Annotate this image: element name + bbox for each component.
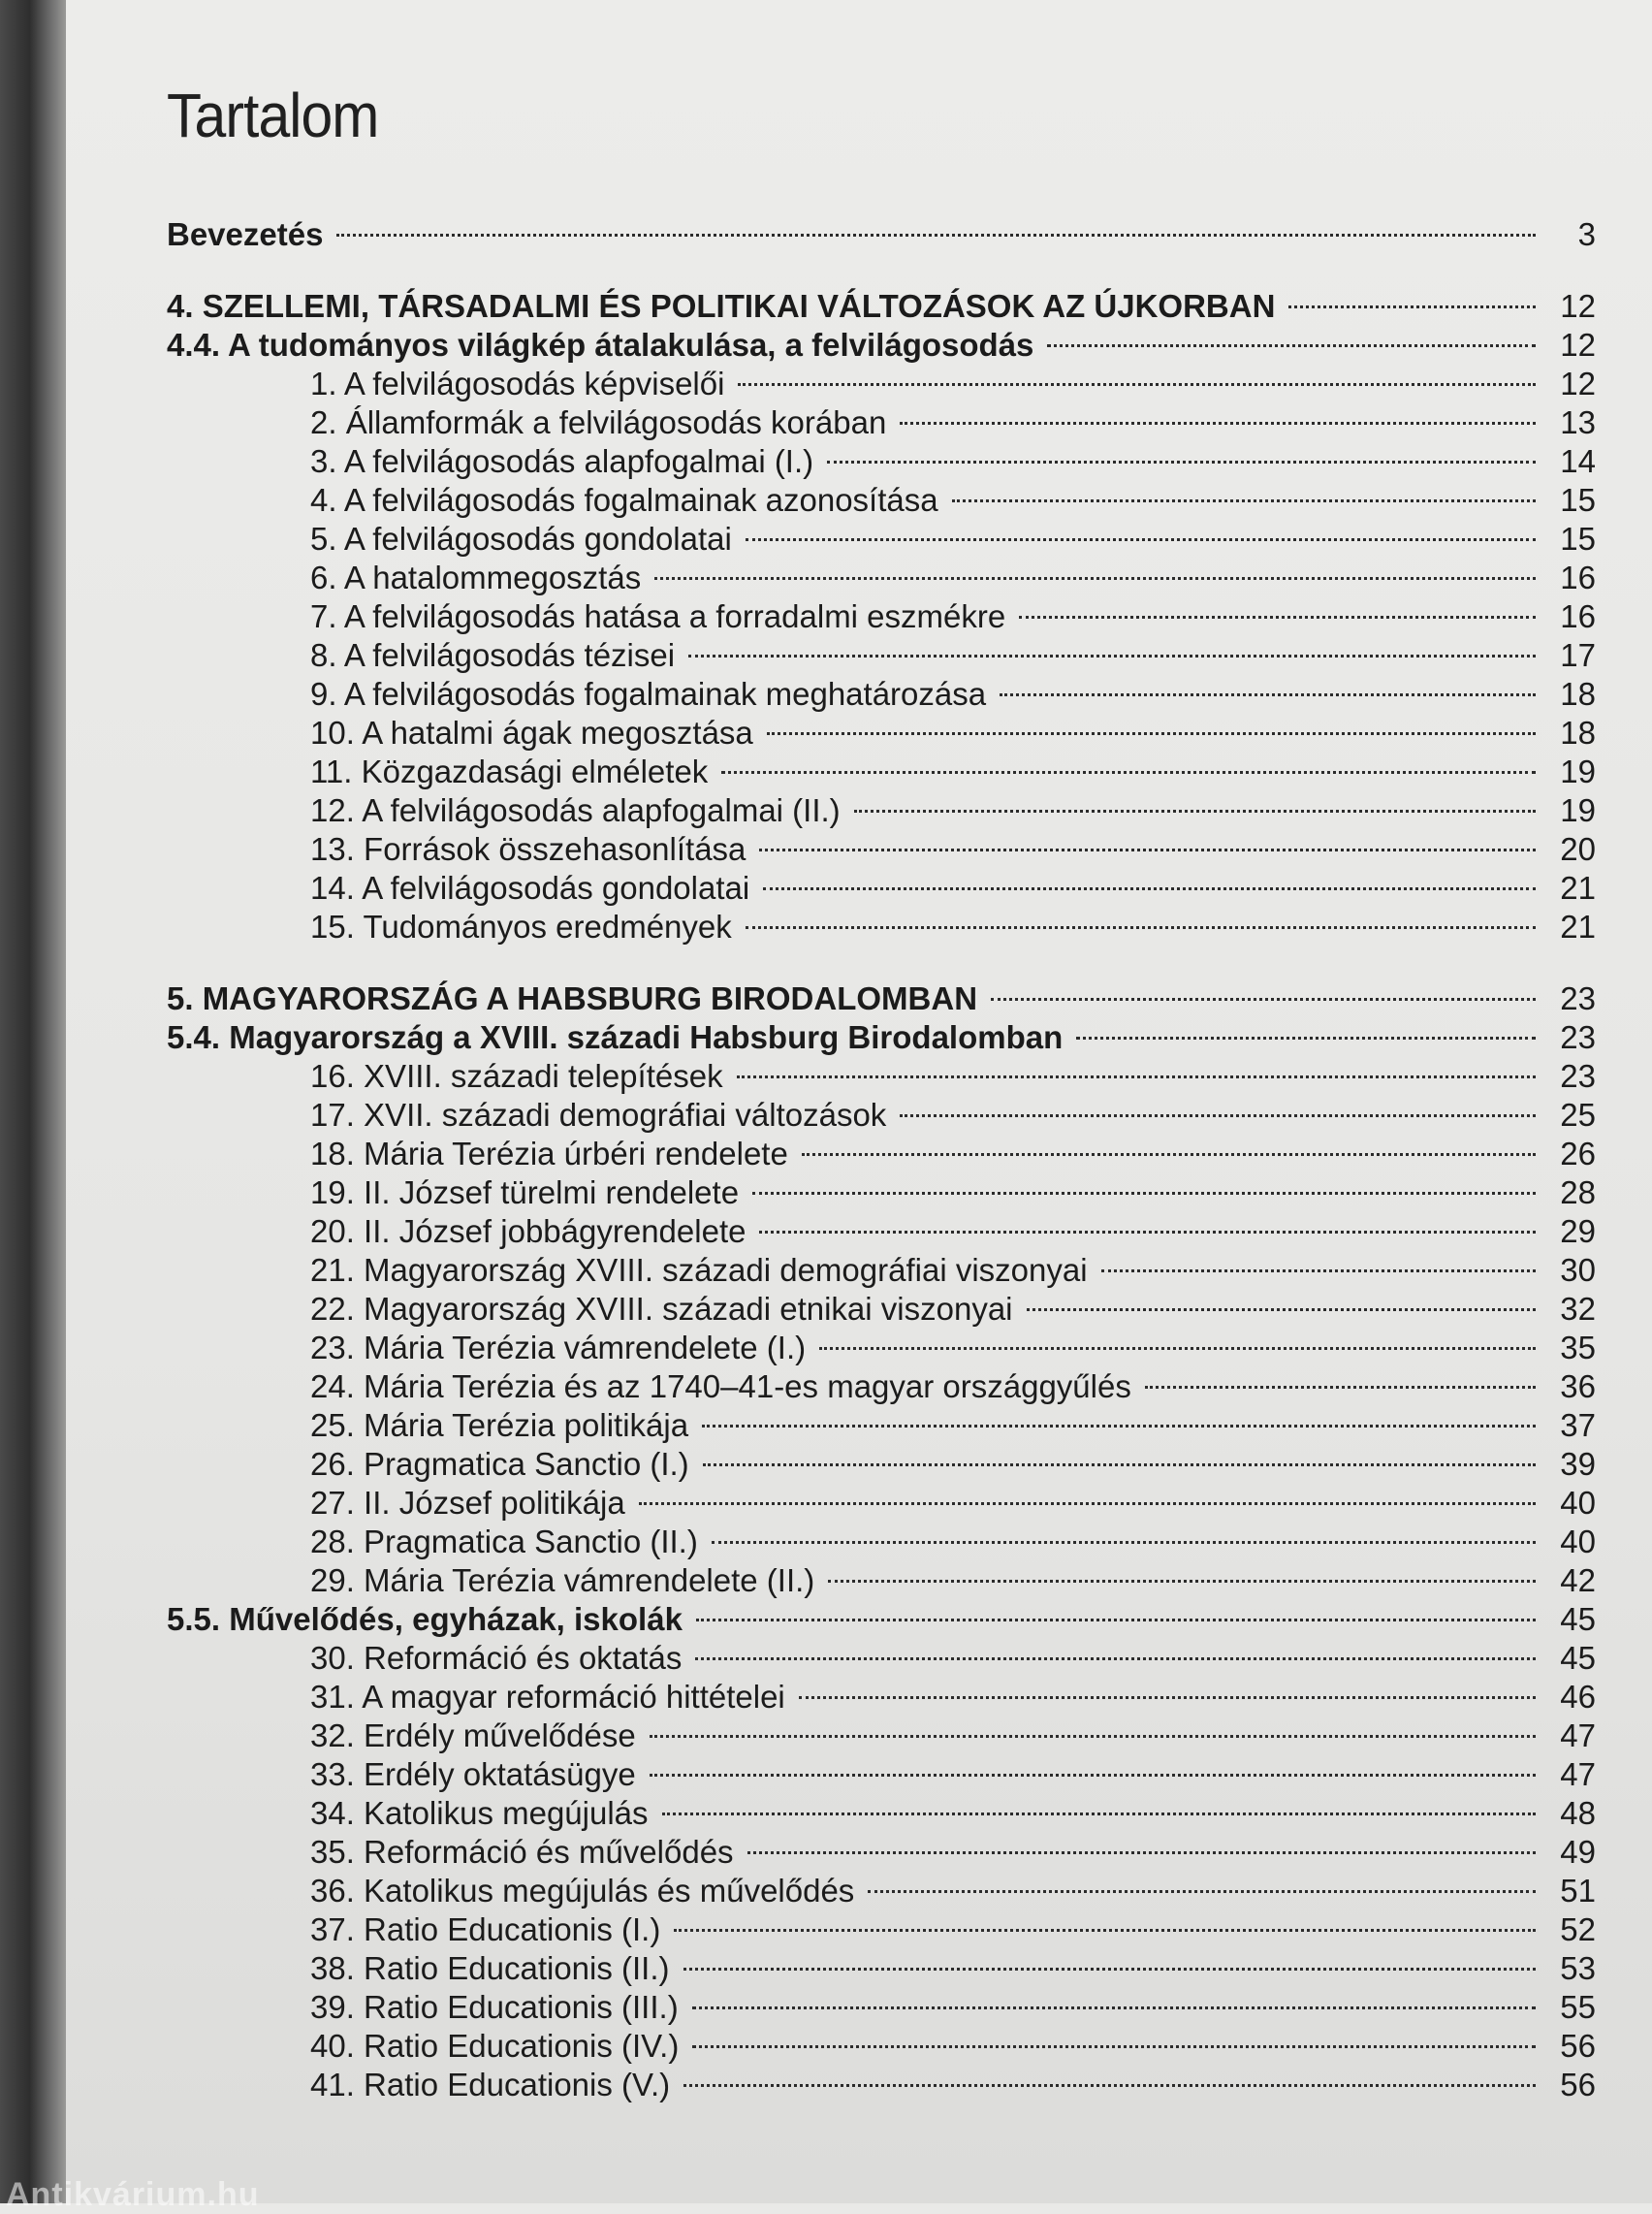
toc-entry-title: 33. Erdély oktatásügye xyxy=(310,1756,636,1792)
toc-entry-title: 39. Ratio Educationis (III.) xyxy=(310,1989,679,2025)
toc-subsection xyxy=(167,1600,1596,1639)
toc-entry-title: 23. Mária Terézia vámrendelete (I.) xyxy=(310,1330,807,1365)
dot-leader xyxy=(747,1851,1536,1854)
dot-leader xyxy=(650,1735,1536,1738)
toc-page-number: 32 xyxy=(1560,1291,1596,1327)
toc-page-number: 26 xyxy=(1560,1136,1596,1171)
toc-subsection xyxy=(167,326,1596,365)
dot-leader xyxy=(688,655,1536,658)
toc-page-number: 17 xyxy=(1560,637,1596,673)
toc-entry-title: 41. Ratio Educationis (V.) xyxy=(310,2067,671,2102)
dot-leader xyxy=(702,1425,1536,1428)
toc-entry-title: 16. XVIII. századi telepítések xyxy=(310,1058,723,1094)
toc-entry xyxy=(167,597,1596,636)
toc-entry xyxy=(167,1445,1596,1484)
toc-page-number: 20 xyxy=(1560,831,1596,867)
toc-entry xyxy=(167,1212,1596,1251)
toc-page-number: 40 xyxy=(1560,1524,1596,1559)
toc-entry-title: 26. Pragmatica Sanctio (I.) xyxy=(310,1446,689,1482)
dot-leader xyxy=(695,1657,1536,1660)
toc-entry-title: 4.4. A tudományos világkép átalakulása, a felvilágosodás xyxy=(167,327,1034,363)
toc-entry-title: 13. Források összehasonlítása xyxy=(310,831,747,867)
toc-entry-title: 5.4. Magyarország a XVIII. századi Habsburg Birodalomban xyxy=(167,1019,1064,1055)
dot-leader xyxy=(827,461,1536,464)
toc-entry xyxy=(167,1057,1596,1096)
toc-entry-title: 36. Katolikus megújulás és művelődés xyxy=(310,1873,855,1909)
toc-entry-title: 5. A felvilágosodás gondolatai xyxy=(310,521,732,557)
dot-leader xyxy=(819,1347,1536,1350)
toc-entry xyxy=(167,753,1596,791)
toc-entry xyxy=(167,365,1596,403)
toc-page-number: 53 xyxy=(1560,1950,1596,1986)
toc-entry xyxy=(167,1717,1596,1755)
toc-entry xyxy=(167,1755,1596,1794)
toc-entry-title: 12. A felvilágosodás alapfogalmai (II.) xyxy=(310,792,841,828)
toc-page-number: 39 xyxy=(1560,1446,1596,1482)
toc-entry-title: 9. A felvilágosodás fogalmainak meghatározása xyxy=(310,676,987,712)
dot-leader xyxy=(854,810,1536,813)
toc-page-number: 21 xyxy=(1560,909,1596,945)
watermark-logo: Antikvárium.hu xyxy=(6,2176,260,2213)
toc-page-number: 15 xyxy=(1560,521,1596,557)
toc-page-number: 46 xyxy=(1560,1679,1596,1715)
dot-leader xyxy=(1145,1386,1536,1389)
dot-leader xyxy=(336,234,1536,237)
toc-entry xyxy=(167,908,1596,947)
dot-leader xyxy=(900,422,1536,425)
dot-leader xyxy=(1047,344,1536,347)
toc-entry-title: 6. A hatalommegosztás xyxy=(310,560,642,595)
toc-entry-title: 22. Magyarország XVIII. századi etnikai viszonyai xyxy=(310,1291,1013,1327)
toc-entry xyxy=(167,1406,1596,1445)
dot-leader xyxy=(752,1192,1536,1195)
toc-entry xyxy=(167,1910,1596,1949)
toc-entry xyxy=(167,1290,1596,1329)
dot-leader xyxy=(763,887,1536,890)
toc-entry-title: 19. II. József türelmi rendelete xyxy=(310,1174,740,1210)
toc-page-number: 37 xyxy=(1560,1407,1596,1443)
toc-entry xyxy=(167,1484,1596,1523)
toc-page-number: 23 xyxy=(1560,1058,1596,1094)
toc-page-number: 23 xyxy=(1560,980,1596,1016)
dot-leader xyxy=(1000,693,1536,696)
toc-entry xyxy=(167,791,1596,830)
toc-page-number: 15 xyxy=(1560,482,1596,518)
toc-entry-title: 5.5. Művelődés, egyházak, iskolák xyxy=(167,1601,683,1637)
dot-leader xyxy=(767,732,1536,735)
dot-leader xyxy=(759,849,1536,851)
toc-entry-title: 18. Mária Terézia úrbéri rendelete xyxy=(310,1136,788,1171)
toc-entry xyxy=(167,1523,1596,1561)
table-of-contents xyxy=(167,215,1596,2104)
toc-page-number: 56 xyxy=(1560,2067,1596,2102)
toc-page-number: 3 xyxy=(1577,216,1596,252)
toc-entry-title: 28. Pragmatica Sanctio (II.) xyxy=(310,1524,698,1559)
toc-page-number: 29 xyxy=(1560,1213,1596,1249)
toc-entry-title: 20. II. József jobbágyrendelete xyxy=(310,1213,747,1249)
toc-entry-title: 31. A magyar reformáció hittételei xyxy=(310,1679,785,1715)
toc-page-number: 12 xyxy=(1560,288,1596,324)
toc-entry-title: 3. A felvilágosodás alapfogalmai (I.) xyxy=(310,443,814,479)
toc-page-number: 51 xyxy=(1560,1873,1596,1909)
toc-entry-title: 40. Ratio Educationis (IV.) xyxy=(310,2028,680,2064)
toc-entry xyxy=(167,1949,1596,1988)
toc-page-number: 23 xyxy=(1560,1019,1596,1055)
toc-page-number: 16 xyxy=(1560,598,1596,634)
toc-page-number: 30 xyxy=(1560,1252,1596,1288)
dot-leader xyxy=(1288,305,1536,308)
toc-entry xyxy=(167,520,1596,559)
dot-leader xyxy=(1019,616,1536,619)
toc-entry xyxy=(167,869,1596,908)
toc-entry-title: 10. A hatalmi ágak megosztása xyxy=(310,715,753,751)
toc-entry xyxy=(167,481,1596,520)
toc-entry-title: Bevezetés xyxy=(167,216,324,252)
dot-leader xyxy=(737,1075,1536,1078)
toc-page-number: 18 xyxy=(1560,715,1596,751)
toc-page-number: 21 xyxy=(1560,870,1596,906)
dot-leader xyxy=(802,1153,1536,1156)
dot-leader xyxy=(639,1502,1536,1505)
toc-entry xyxy=(167,1096,1596,1135)
dot-leader xyxy=(721,771,1536,774)
toc-entry xyxy=(167,1173,1596,1212)
toc-page-number: 42 xyxy=(1560,1562,1596,1598)
toc-entry-title: 34. Katolikus megújulás xyxy=(310,1795,649,1831)
toc-page-number: 36 xyxy=(1560,1368,1596,1404)
toc-page-number: 45 xyxy=(1560,1640,1596,1676)
dot-leader xyxy=(703,1463,1536,1466)
toc-entry xyxy=(167,1833,1596,1872)
toc-entry xyxy=(167,1561,1596,1600)
toc-entry xyxy=(167,559,1596,597)
toc-page-number: 12 xyxy=(1560,327,1596,363)
dot-leader xyxy=(1027,1308,1536,1311)
dot-leader xyxy=(674,1929,1536,1932)
toc-subsection xyxy=(167,1018,1596,1057)
toc-entry-title: 24. Mária Terézia és az 1740–41-es magyar országgyűlés xyxy=(310,1368,1131,1404)
toc-entry xyxy=(167,636,1596,675)
toc-page-number: 14 xyxy=(1560,443,1596,479)
dot-leader xyxy=(692,2006,1536,2009)
toc-entry-title: 35. Reformáció és művelődés xyxy=(310,1834,734,1870)
toc-entry-title: 21. Magyarország XVIII. századi demográfiai viszonyai xyxy=(310,1252,1088,1288)
dot-leader xyxy=(696,1619,1536,1621)
dot-leader xyxy=(1101,1269,1536,1272)
toc-entry xyxy=(167,675,1596,714)
toc-page-number: 49 xyxy=(1560,1834,1596,1870)
toc-page-number: 52 xyxy=(1560,1911,1596,1947)
dot-leader xyxy=(900,1114,1536,1117)
toc-page-number: 19 xyxy=(1560,792,1596,828)
toc-page-number: 16 xyxy=(1560,560,1596,595)
dot-leader xyxy=(683,2084,1536,2087)
toc-page-number: 19 xyxy=(1560,754,1596,789)
dot-leader xyxy=(712,1541,1536,1544)
dot-leader xyxy=(650,1774,1536,1777)
toc-entry-title: 4. SZELLEMI, TÁRSADALMI ÉS POLITIKAI VÁLTOZÁSOK AZ ÚJKORBAN xyxy=(167,288,1276,324)
toc-entry-title: 32. Erdély művelődése xyxy=(310,1717,636,1753)
toc-entry-title: 17. XVII. századi demográfiai változások xyxy=(310,1097,887,1133)
toc-entry xyxy=(167,2027,1596,2066)
toc-entry-title: 29. Mária Terézia vámrendelete (II.) xyxy=(310,1562,815,1598)
toc-entry xyxy=(167,1367,1596,1406)
toc-entry xyxy=(167,403,1596,442)
toc-page-number: 47 xyxy=(1560,1756,1596,1792)
toc-entry xyxy=(167,1678,1596,1717)
dot-leader xyxy=(828,1580,1536,1583)
toc-page-number: 48 xyxy=(1560,1795,1596,1831)
dot-leader xyxy=(746,538,1536,541)
toc-section xyxy=(167,287,1596,326)
toc-entry-title: 25. Mária Terézia politikája xyxy=(310,1407,689,1443)
toc-entry-title: 2. Államformák a felvilágosodás korában xyxy=(310,404,887,440)
toc-page-number: 55 xyxy=(1560,1989,1596,2025)
toc-section xyxy=(167,215,1596,254)
dot-leader xyxy=(759,1231,1536,1234)
dot-leader xyxy=(662,1813,1536,1815)
toc-entry-title: 4. A felvilágosodás fogalmainak azonosítása xyxy=(310,482,938,518)
toc-entry-title: 27. II. József politikája xyxy=(310,1485,625,1521)
dot-leader xyxy=(654,577,1536,580)
toc-entry xyxy=(167,442,1596,481)
toc-entry-title: 38. Ratio Educationis (II.) xyxy=(310,1950,670,1986)
toc-entry-title: 30. Reformáció és oktatás xyxy=(310,1640,683,1676)
toc-section xyxy=(167,979,1596,1018)
toc-entry-title: 8. A felvilágosodás tézisei xyxy=(310,637,676,673)
dot-leader xyxy=(683,1968,1536,1971)
toc-page-number: 12 xyxy=(1560,366,1596,401)
toc-page-number: 18 xyxy=(1560,676,1596,712)
dot-leader xyxy=(1076,1037,1536,1040)
toc-page-number: 25 xyxy=(1560,1097,1596,1133)
toc-entry xyxy=(167,2066,1596,2104)
toc-page-number: 40 xyxy=(1560,1485,1596,1521)
dot-leader xyxy=(799,1696,1536,1699)
toc-entry xyxy=(167,1988,1596,2027)
toc-entry-title: 7. A felvilágosodás hatása a forradalmi eszmékre xyxy=(310,598,1006,634)
toc-entry xyxy=(167,1872,1596,1910)
toc-page-number: 13 xyxy=(1560,404,1596,440)
toc-entry xyxy=(167,1135,1596,1173)
book-spine-shadow xyxy=(0,0,66,2203)
toc-entry-title: 11. Közgazdasági elméletek xyxy=(310,754,709,789)
toc-entry-title: 5. MAGYARORSZÁG A HABSBURG BIRODALOMBAN xyxy=(167,980,978,1016)
toc-entry-title: 15. Tudományos eredmények xyxy=(310,909,732,945)
dot-leader xyxy=(952,499,1536,502)
toc-entry xyxy=(167,1329,1596,1367)
toc-entry-title: 14. A felvilágosodás gondolatai xyxy=(310,870,750,906)
toc-page-number: 28 xyxy=(1560,1174,1596,1210)
toc-entry xyxy=(167,1251,1596,1290)
dot-leader xyxy=(868,1890,1536,1893)
toc-entry-title: 37. Ratio Educationis (I.) xyxy=(310,1911,661,1947)
dot-leader xyxy=(692,2045,1536,2048)
dot-leader xyxy=(991,998,1536,1001)
toc-page-number: 45 xyxy=(1560,1601,1596,1637)
toc-entry xyxy=(167,1794,1596,1833)
toc-entry-title: 1. A felvilágosodás képviselői xyxy=(310,366,725,401)
toc-page-number: 47 xyxy=(1560,1717,1596,1753)
dot-leader xyxy=(738,383,1536,386)
toc-page-number: 56 xyxy=(1560,2028,1596,2064)
toc-entry xyxy=(167,714,1596,753)
toc-page-number: 35 xyxy=(1560,1330,1596,1365)
dot-leader xyxy=(746,926,1536,929)
toc-entry xyxy=(167,830,1596,869)
page-title: Tartalom xyxy=(167,80,379,150)
toc-entry xyxy=(167,1639,1596,1678)
